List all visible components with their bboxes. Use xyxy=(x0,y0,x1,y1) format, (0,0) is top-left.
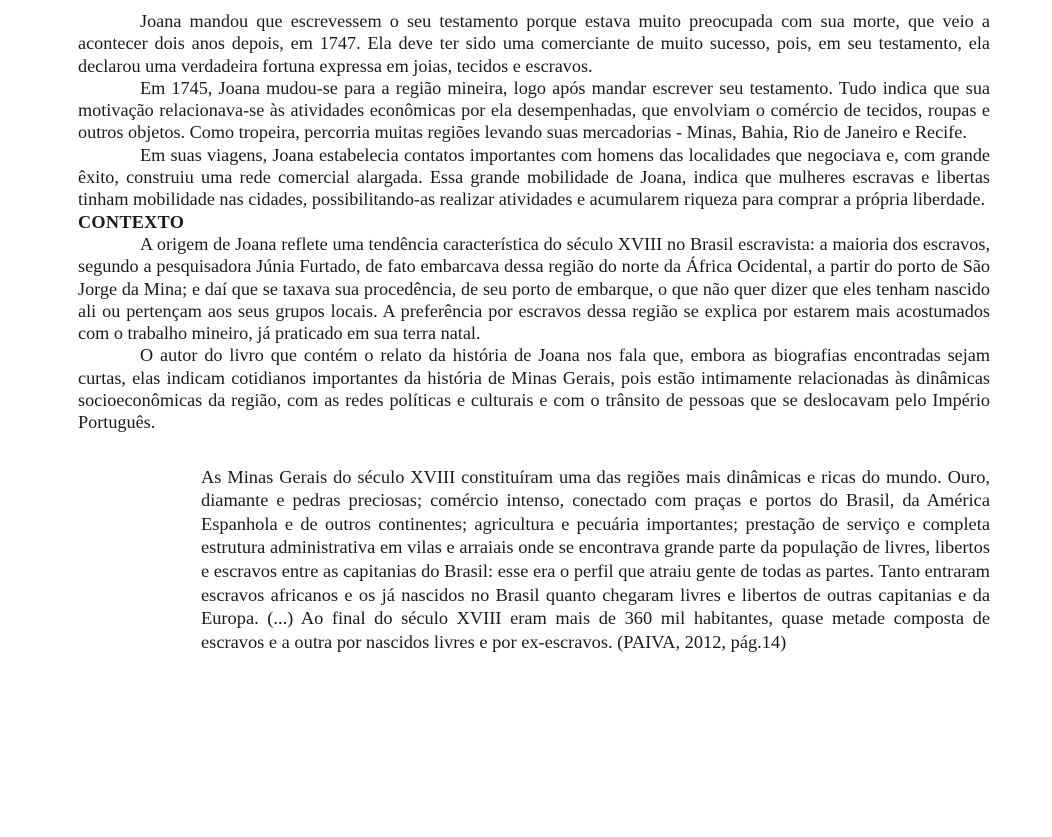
section-heading: CONTEXTO xyxy=(78,211,185,232)
block-quote: As Minas Gerais do século XVIII constituíram uma das regiões mais dinâmicas e ricas do mundo. Ouro, diamante e pedras preciosas; comércio intenso, conectado com praças e portos do Brasil, da América Espanhola e de outros continentes; agricultura e pecuária importantes; prestação de serviço e completa estrutura administrativa em vilas e arraiais onde se encontrava grande parte da população de livres, libertos e escravos entre as capitanias do Brasil: esse era o perfil que atraiu gente de todas as partes. Tanto entraram escravos africanos e os já nascidos no Brasil quanto chegaram livres e libertos de outras capitanias e da Europa. (...) Ao final do século XVIII eram mais de 360 mil habitantes, quase metade composta de escravos e a outra por nascidos livres e por ex-escravos. (PAIVA, 2012, pág.14) xyxy=(201,466,990,652)
paragraph-origin: A origem de Joana reflete uma tendência característica do século XVIII no Brasil escravista: a maioria dos escravos, segundo a pesquisadora Júnia Furtado, de fato embarcava dessa região do norte da África Ocidental, a partir do porto de São Jorge da Mina; e daí que se taxava sua procedência, de seu porto de embarque, o que não quer dizer que eles tenham nascido ali ou pertençam aos seus grupos locais. A preferência por escravos dessa região se explica por estarem mais acostumados com o trabalho mineiro, já praticado em sua terra natal. xyxy=(78,233,990,344)
paragraph-author: O autor do livro que contém o relato da história de Joana nos fala que, embora as biografias encontradas sejam curtas, elas indicam cotidianos importantes da história de Minas Gerais, pois estão intimamente relacionadas às dinâmicas socioeconômicas da região, com as redes políticas e culturais e com o trânsito de pessoas que se deslocavam pelo Império Português. xyxy=(78,345,990,433)
paragraph-move-to-mines: Em 1745, Joana mudou-se para a região mineira, logo após mandar escrever seu testamento. Tudo indica que sua motivação relacionava-se às atividades econômicas por ela desempenhadas, que envolviam o comércio de tecidos, roupas e outros objetos. Como tropeira, percorria muitas regiões levando suas mercadorias - Minas, Bahia, Rio de Janeiro e Recife. xyxy=(78,77,990,143)
paragraph-travels: Em suas viagens, Joana estabelecia contatos importantes com homens das localidades que negociava e, com grande êxito, construiu uma rede comercial alargada. Essa grande mobilidade de Joana, indica que mulheres escravas e libertas tinham mobilidade nas cidades, possibilitando-as realizar atividades e acumularem riqueza para comprar a própria liberdade. xyxy=(78,144,990,210)
document-page xyxy=(78,10,990,654)
paragraph-testament: Joana mandou que escrevessem o seu testamento porque estava muito preocupada com sua morte, que veio a acontecer dois anos depois, em 1747. Ela deve ter sido uma comerciante de muito sucesso, pois, em seu testamento, ela declarou uma verdadeira fortuna expressa em joias, tecidos e escravos. xyxy=(78,11,990,76)
